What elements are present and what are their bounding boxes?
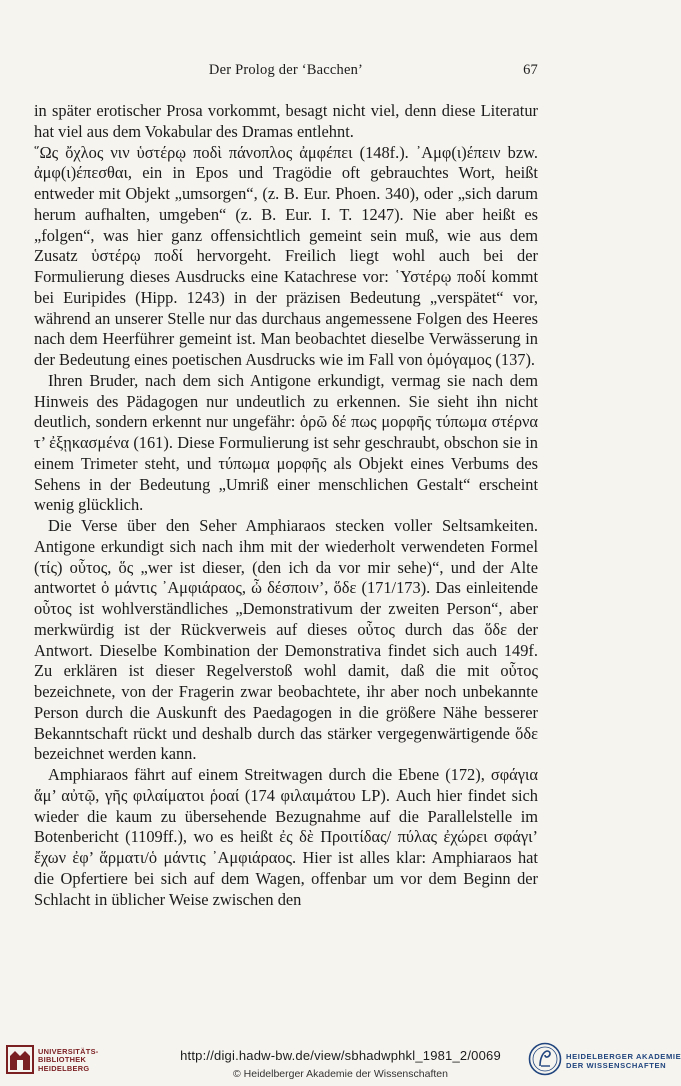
academy-seal-icon xyxy=(528,1042,562,1076)
copyright-notice: © Heidelberger Akademie der Wissenschaften xyxy=(233,1068,448,1080)
paragraph: ῞Ως ὄχλος νιν ὑστέρῳ ποδὶ πάνοπλος ἀμφέπει (148f.). ᾿Αμφ(ι)έπειν bzw. ἀμφ(ι)έπεσθαι, ein in Epos und Tragödie oft gebrauchtes Wort, heißt entweder mit Objekt „umsorgen“, (z. B. Eur. Phoen. 340), oder „sich darum herum aufhalten, umgeben“ (z. B. Eur. I. T. 1247). Nie aber heißt es „folgen“, was hier ganz offensichtlich gemeint sein muß, wie aus dem Zusatz ὑστέρῳ ποδί hervorgeht. Freilich liegt wohl auch bei der Formulierung dieses Ausdrucks eine Katachrese vor: ῾Υστέρῳ ποδί kommt bei Euripides (Hipp. 1243) in der präzisen Bedeutung „verspätet“ vor, während an unserer Stelle nur das durchaus angemessene Folgen des Heeres nach dem Heerführer gemeint ist. Man beobachtet dieselbe Verwässerung in der Bedeutung eines poetischen Ausdrucks wie im Fall von ὁμόγαμος (137). xyxy=(34,142,538,369)
running-head xyxy=(34,62,538,84)
paragraph: Die Verse über den Seher Amphiaraos stecken voller Seltsamkeiten. Antigone erkundigt sich nach ihm mit der wiederholt verwendeten Formel (τίς) οὗτος, ὅς „wer ist dieser, (den ich da vor mir sehe)“, und der Alte antwortet ὁ μάντις ᾿Αμφιάραος, ὦ δέσποιν’, ὅδε (171/173). Das einleitende οὗτος ist wohlverständliches „Demonstrativum der zweiten Person“, aber merkwürdig ist der Rückverweis auf dieses οὗτος durch das ὅδε der Antwort. Dieselbe Kombination der Demonstrativa findet sich auch 149f. Zu erklären ist dieser Regelverstoß wohl damit, daß die mit οὗτος bezeichnete, von der Fragerin zwar beobachtete, ihr aber noch unbekannte Person durch die Auskunft des Paedagogen in die größere Nähe besserer Bekanntschaft rückt und deshalb durch das stärker vergegenwärtigende ὅδε bezeichnet werden kann. xyxy=(34,516,538,764)
academy-name xyxy=(566,1052,681,1070)
page-number: 67 xyxy=(523,62,538,78)
digitization-footer xyxy=(0,1038,681,1086)
running-title: Der Prolog der ‘Bacchen’ xyxy=(208,62,364,78)
library-name-line: BIBLIOTHEK xyxy=(38,1055,87,1065)
academy-name-line: HEIDELBERGER AKADEMIE xyxy=(566,1052,681,1061)
library-name-line: UNIVERSITÄTS- xyxy=(38,1047,99,1056)
academy-name-line: DER WISSENSCHAFTEN xyxy=(566,1061,667,1070)
paragraph: in später erotischer Prosa vorkommt, besagt nicht viel, denn diese Literatur hat viel aus dem Vokabular des Dramas entlehnt. xyxy=(34,101,538,141)
library-name-line: HEIDELBERG xyxy=(38,1063,90,1073)
body-text xyxy=(34,101,538,910)
paragraph: Amphiaraos fährt auf einem Streitwagen durch die Ebene (172), σφάγια ἅμ’ αὐτῷ, γῆς φιλαίματοι ῥοαί (174 φιλαιμάτου LP). Auch hier findet sich wieder die kaum zu übersehende Bezugnahme auf die Parallelstelle im Botenbericht (1109ff.), wo es heißt ἐς δὲ Προιτίδας/ πύλας ἐχώρει σφάγι’ ἔχων ἐφ’ ἅρματι/ὁ μάντις ᾿Αμφιάραος. Hier ist alles klar: Amphiaraos hat die Opfertiere bei sich auf dem Wagen, offenbar um vor dem Beginn der Schlacht in üblicher Weise zwischen den xyxy=(34,765,538,909)
source-url-link[interactable]: http://digi.hadw-bw.de/view/sbhadwphkl_1981_2/0069 xyxy=(180,1048,501,1063)
paragraph: Ihren Bruder, nach dem sich Antigone erkundigt, vermag sie nach dem Hinweis des Pädagogen nur undeutlich zu erkennen. Sie sieht ihn nicht deutlich, sondern erkennt nur ungefähr: ὁρῶ δέ πως μορφῆς τύπωμα στέρνα τ’ ἐξῃκασμένα (161). Diese Formulierung ist sehr geschraubt, obschon sie in einem Trimeter steht, und τύπωμα μορφῆς als Objekt eines Verbums des Sehens in der Bedeutung „Umriß einer menschlichen Gestalt“ erscheint wenig glücklich. xyxy=(34,370,538,515)
